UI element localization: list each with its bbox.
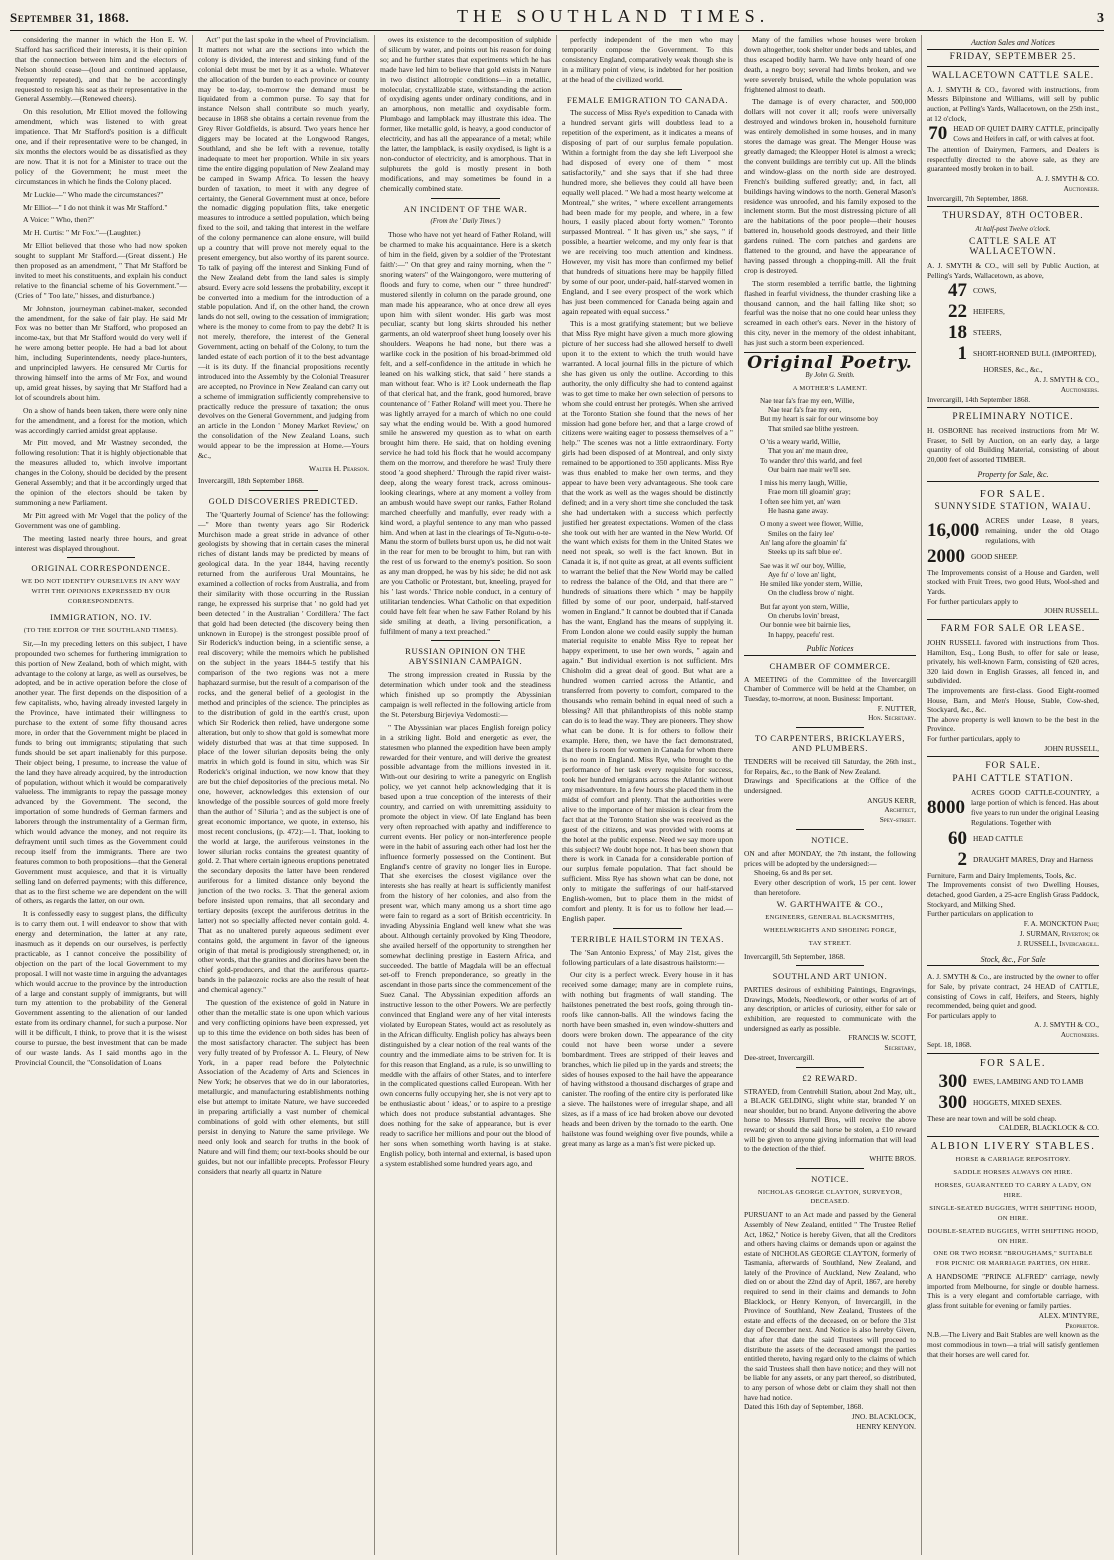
column-6: [922, 35, 1104, 1555]
poem-line: To wander thro' this warld, and feel: [760, 456, 862, 465]
ad-wallacetown-cattle: [927, 66, 1099, 206]
ad-signatory: J. RUSSELL, Invercargill.: [1017, 938, 1099, 948]
article-subheading: (TO THE EDITOR OF THE SOUTHLAND TIMES).: [23, 626, 179, 634]
ad-signature: [927, 1311, 1099, 1331]
stock-row: [927, 547, 1099, 567]
ad-line: SADDLE HORSES ALWAYS ON HIRE.: [953, 1169, 1073, 1177]
ad-cattle-sale: [927, 206, 1099, 407]
public-notices-label: Public Notices: [744, 644, 916, 656]
poem-stanza: [760, 520, 916, 557]
ad-line: ONE OR TWO HORSE "BROUGHAMS," SUITABLE FOR PICNIC OR MARRIAGE PARTIES, ON HIRE.: [933, 1250, 1093, 1268]
ad-cattle-private: [927, 969, 1099, 1052]
stock-row: [927, 788, 1099, 828]
stock-label: COWS,: [973, 286, 997, 296]
stock-count: 2: [957, 848, 967, 870]
notice-body: PARTIES desirous of exhibiting Paintings, Engravings, Drawings, Models, Needlework, or other works of art of any description, or articles of curiosity, either for sale or exhibition, are requested to communicate with the undersigned as early as possible.: [744, 985, 916, 1033]
poem-line: That smiled sae blithe yestreen.: [768, 424, 859, 433]
paragraph: On a show of hands been taken, there were only nine for the amendment, and a forest for the motion, which was accordingly carried amidst great applause.: [15, 405, 187, 435]
stock-row: [927, 124, 1099, 144]
ad-body: Further particulars on application to: [927, 909, 1034, 919]
column-3: [375, 35, 557, 1555]
notice-date: Invercargill, 5th September, 1868.: [744, 951, 845, 961]
notice-signature: [744, 796, 916, 826]
divider: [613, 928, 681, 929]
ad-body: N.B.—The Livery and Bait Stables are well known as the most commodious in town—a trial will satisfy gentlemen that their horses are well cared for.: [927, 1330, 1099, 1359]
ad-title: WALLACETOWN CATTLE SALE.: [931, 70, 1095, 81]
stock-count: 18: [948, 322, 967, 344]
notice-subheading: NICHOLAS GEORGE CLAYTON, SURVEYOR, DECEASED.: [757, 1188, 903, 1206]
ad-body: A HANDSOME "PRINCE ALFRED" carriage, newly imported from Melbourne, for single or double harness. This is a very elegant and comfortable carriage, with glass front suitable for evening or family parties.: [927, 1272, 1099, 1310]
stock-label: HEIFERS,: [973, 307, 1005, 317]
paragraph: The success of Miss Rye's expedition to Canada with a hundred servant girls will doubtless lead to a repetition of the experiment, as it indicates a means of disposing of part of our surplus female population. Within a fortnight from the day she left Liverpool she had disposed of every one of them " most satisfactorily," and she says that if she had three hundred more, she believes they could all have been equally well placed. " We had a most hearty welcome at Montreal," she writes, " where excellent arrangements had been made for my people, and where, in a few hours, I easily placed about forty women." Toronto surpassed Montreal. " It has given us," she says, " if possible, a heartier welcome, and my only fear is that we are receiving too much attention and kindness. However, my visit has more than confirmed my belief that hundreds of situations here may be happily filled by some of our poor, under-paid, half-starved women in England, and I see every prospect of the work which has just been commenced for Canada being again and again repeated with equal success.": [562, 108, 733, 316]
stock-label: HOGGETS, MIXED SEXES.: [973, 1097, 1062, 1107]
paragraph: The meeting lasted nearly three hours, and great interest was displayed throughout.: [15, 533, 187, 553]
ad-signature: [927, 174, 1099, 194]
stock-label: HEAD OF QUIET DAIRY CATTLE, principally Cows and Heifers in calf, or with calves at foot.: [953, 124, 1099, 144]
ad-body: A. J. SMYTH & CO., favored with instructions, from Messrs Bilpinstone and Williams, will sell by public auction, at Pelling's Yards, Wallacetown, on the 25th inst., at 12 o'clock,: [927, 84, 1099, 123]
poem-stanza: [760, 603, 916, 640]
sale-date-heading: FRIDAY, SEPTEMBER 25.: [949, 51, 1077, 62]
paragraph: Mr Elliot believed that those who had now spoken sought to supplant Mr Stafford.—(Great dissent.) He then proposed as an amendment, " That Mr Stafford be invited to meet his constituents, and explain his conduct relative to the financial scheme of his Government."—(Cries of " Too late," hisses, and disturbance.): [15, 241, 187, 300]
notice-body: PURSUANT to an Act made and passed by the General Assembly of New Zealand, entitled " The Trustee Relief Act, 1862," Notice is hereby Given, that all the Creditors and others having claims or demands upon or against the estate of NICHOLAS GEORGE CLAYTON, formerly of Tasmania, afterwards of Southland, New Zealand, and lately of the Province of Auckland, New Zealand, who died on or about the 22nd day of April, 1867, are hereby required to send in their claims and demands to John Blacklock, or Henry Kenyon, of Invercargill, in the Province of Southland, New Zealand, Trustees of the estate and effects of the deceased, on or before the 31st day of December next. And Notice is also hereby Given, that after that date the said Trustees will proceed to distribute the assets of the deceased amongst the parties entitled thereto, having regard only to the claims of which the said Trustees shall then have notice; and they will not be liable for any assets, or any part thereof, so distributed, to any person of whose debt or claim they shall not then have had notice.: [744, 1210, 916, 1402]
article-heading-hailstorm: TERRIBLE HAILSTORM IN TEXAS.: [570, 933, 725, 944]
stock-count: 300: [938, 1091, 967, 1113]
ad-body: These are near town and will be sold cheap.: [927, 1113, 1057, 1123]
auctioneer-name: A. J. SMYTH & CO.,: [1034, 374, 1099, 384]
paragraph: The 'San Antonio Express,' of May 21st, gives the following particulars of a late disastrous hailstorm:—: [562, 947, 733, 967]
stock-count: 47: [948, 280, 967, 302]
notice-body: STRAYED, from Centrehill Station, about 2nd May, ult., a BLACK GELDING, slight white star, branded Y on near shoulder, but no brand. Anyone delivering the above horse to Messrs Hurrell Bros, will receive the above reward; or should the said horse be stolen, a £10 reward will be given to anyone giving information that will lead to the detection of the thief.: [744, 1086, 916, 1154]
divider: [796, 965, 865, 966]
article-heading-russian: RUSSIAN OPINION ON THE ABYSSINIAN CAMPAIGN.: [405, 646, 526, 667]
business-address: TAY STREET.: [808, 939, 852, 947]
poem-line: But far ayont yon stern, Willie,: [760, 602, 850, 611]
auctioneer-title: Auctioneers.: [1060, 1030, 1099, 1040]
notice-heading-reward: £2 REWARD.: [802, 1072, 858, 1083]
poem-line: I miss his merry laugh, Willie,: [760, 479, 848, 488]
ad-title: PRELIMINARY NOTICE.: [952, 412, 1074, 423]
ad-body: The improvements are first-class. Good Eight-roomed House, Barn, and Men's House, Stable, Cow-shed, Stockyard, &c., &c.: [927, 685, 1099, 715]
ad-line: HORSE & CARRIAGE REPOSITORY.: [955, 1156, 1071, 1164]
poem-line: Nae tear fa's frae my een, Willie,: [760, 396, 855, 405]
newspaper-title: THE SOUTHLAND TIMES.: [457, 6, 770, 26]
business-trade: ENGINEERS, GENERAL BLACKSMITHS,: [765, 914, 895, 922]
poem-line: Sae was it wi' our boy, Willie,: [760, 561, 846, 570]
stock-label: EWES, LAMBING AND TO LAMB: [973, 1076, 1084, 1086]
section-heading-correspondence: ORIGINAL CORRESPONDENCE.: [31, 563, 171, 574]
paragraph: A Voice: " Who, then?": [23, 215, 94, 225]
poem-stanza: [760, 479, 916, 516]
ad-line: HORSES, GUARANTEED TO CARRY A LADY, ON HIRE.: [934, 1181, 1092, 1199]
ad-albion-stables: [927, 1136, 1099, 1362]
notice-heading-chamber: CHAMBER OF COMMERCE.: [769, 660, 891, 671]
paragraph: This is a most gratifying statement; but we believe that Miss Rye might have given a much more glowing picture of her success had she allowed herself to dwell upon it to the extent to which the truth would have warranted. A local journal fills in the picture of which she has given us only the outline. According to this authority, the only difficulty she had to contend against was to get time to make her own selection of persons to whom she could entrust her protegés. When she arrived at the Toronto Station she found that the news of her mission had gone before her, and that a large crowd of citizens were waiting eager to possess themselves of a " help." The scenes was not a little extraordinary. Forty girls had been disposed of at Montreal, and only sixty remained to be apportioned to 350 applicants. Miss Rye was thus enabled to make her own terms, and they appear to have been very advantageous. She took care that the work as well as the wages should be distinctly defined; and in a very short time she concluded the task she had undertaken with a success which perfectly justified her greatest expectations. Women of the class she took out with her are wanted in the New World. Of the want which exists for them in the United States we need not speak, so well is the fact known. But in Canada it is, if not quite as great, at all events sufficient to warrant the belief that the New World may be called to redress the balance of the Old, and that there are " hundreds of situations there which " may be happily filled by some of our poor, underpaid, half-starved women in England." It cannot be doubted that if Canada has the want, England has the means of supplying it. From London alone we could easily supply the human material requisite to enable Miss Rye to repeat her happy experiment, to use her own words, " again and again." But individual exertion is not sufficient. Mrs Chisholm did a great deal of good. But what are a hundred women carried across the Atlantic, and transferred from poverty to comfort, compared to the thousands who remain behind in equal need of such a blessing? All that philanthropists of this noble stamp can do is to lead the way. They are pioneers. They show what can be done. It is for others to follow their example. Here, then, we have the fact demonstrated, that there is room for women in Canada for whom there is no room in England. Miss Rye, who brought to the performance of her task every requisite for success, took her hundred emigrants across the Atlantic without any misadventure. In a few hours she placed them in the midst of comfort and plenty. That the authorities were alive to the importance of her mission is clear from the fact that at the Toronto Station she was received as the guest of the citizens, and was provided with rooms at the hotel at the public expense. Need we say more upon this subject? We doubt hope not. It has been shown that there is work in Canada for a considerable portion of our surplus female population. That fact should be sufficient. Miss Rye has shown what can be done, not only to mitigate the sufferings of our half-starved English-women, but to place them in the midst of comfort and plenty. It is for us to follow her lead.—English paper.: [562, 319, 734, 923]
ad-title: FOR SALE.: [985, 761, 1041, 772]
ad-body: The Improvements consist of a House and Garden, well stocked with Fruit Trees, two good Huts, Wool-shed and Yards.: [927, 567, 1099, 596]
ad-signatory: JOHN RUSSELL,: [1044, 743, 1099, 753]
stock-label: GOOD SHEEP.: [971, 551, 1018, 561]
notice-body: Drawings and Specifications at the Office of the undersigned.: [744, 776, 916, 795]
notice-heading-carpenters: TO CARPENTERS, BRICKLAYERS, AND PLUMBERS.: [755, 733, 905, 754]
poem-line: In happy, peacefu' rest.: [768, 630, 835, 639]
article-heading-incident: AN INCIDENT OF THE WAR.: [403, 203, 528, 214]
auctioneer-title: Auctioneers.: [1060, 384, 1099, 394]
divider: [249, 490, 317, 491]
poem-author: By John G. Smith.: [805, 372, 855, 379]
poem-line: Steeks up its saft blue ee'.: [768, 548, 842, 557]
stock-row: [927, 344, 1099, 364]
paragraph: Mr Luckie—" Who made the circumstances?": [23, 189, 164, 199]
sale-date-heading: THURSDAY, 8TH OCTOBER.: [942, 211, 1084, 222]
notice-item: Every other description of work, 15 per cent. lower than heretofore.: [754, 877, 916, 897]
auctioneer-name: A. J. SMYTH & CO.: [1035, 173, 1099, 183]
stock-row: [927, 323, 1099, 343]
poem-stanza: [760, 397, 916, 434]
article-source: (From the ' Daily Times.'): [430, 218, 501, 226]
auctioneer-title: Auctioneer.: [1063, 183, 1099, 193]
notice-date: Dated this 16th day of September, 1868.: [744, 1402, 864, 1412]
letter-signature: Walter H. Pearson.: [308, 463, 369, 473]
poem-line: O 'tis a weary warld, Willie,: [760, 438, 841, 446]
poem-title: A MOTHER'S LAMENT.: [792, 384, 868, 392]
ad-signatory: CALDER, BLACKLOCK & CO.: [999, 1123, 1099, 1133]
business-name: W. GARTHWAITE & CO.,: [776, 899, 884, 910]
stock-row: [927, 516, 1099, 546]
poem-line: Our bonnie wee bit bairnie lies,: [760, 621, 851, 630]
stock-row: [927, 1072, 1099, 1092]
poem-line: Frae morn till gloamin' gray;: [768, 488, 851, 497]
ad-signature: [927, 375, 1099, 395]
divider: [67, 557, 136, 558]
ad-body: HORSES, &c., &c.,: [983, 365, 1043, 375]
ad-body: For particulars apply to: [927, 1010, 997, 1020]
stock-row: [927, 850, 1099, 870]
proprietor-title: Proprietor.: [1065, 1320, 1099, 1330]
stock-label: STEERS,: [973, 328, 1002, 338]
ad-date: Invercargill, 7th September, 1868.: [927, 193, 1028, 203]
poem-line: O mony a sweet wee flower, Willie,: [760, 520, 864, 529]
paragraph: owes its existence to the decomposition of sulphide of silicum by water, and points out his reason for doing so; and he further states that experiments which he has made have led him to believe that gold exists in Nature in two distinct allotropic conditions—in a metallic, molecular, crystallizable state, withstanding the action of oxydising agents under ordinary conditions, and in an amorphous, non metallic and oxydisable form. Plumbago and lampblack may illustrate this idea. The former, like metallic gold, is heavy, a good conductor of electricity, and has all the appearance of a metal; while the latter, the lampblack, is easily oxydised, is light is a non-conductor of electricity, and is amorphous. That in sulphurets the gold is mostly present in both modifications, and may sometimes be found in a chemically combined state.: [380, 35, 551, 193]
editor-disclaimer: WE DO NOT IDENTIFY OURSELVES IN ANY WAY WITH THE OPINIONS EXPRESSED BY OUR CORRESPONDENTS.: [21, 578, 181, 606]
paragraph: Many of the families whose houses were broken down altogether, took shelter under beds and tables, and thus escaped bodily harm. We have only heard of one death, a negro boy; several had limbs broken, and we were severely bruised, while the whole population was frightened almost to death.: [744, 35, 916, 94]
notice-address: Dee-street, Invercargill.: [744, 1053, 815, 1063]
paragraph: It is confessedly easy to suggest plans, the difficulty is to carry them out. I will endeavor to show that with energy and determination, the latter at any rate, inasmuch as it depends on our ourselves, is perfectly practicable, as I cannot conceive the possibility of objection on the part of the local Government to my proposal. I will not waste time in arguing the advantages which would accrue to the province by the introduction of a large and constant supply of immigrants, but will turn my attention to the probability of the General Government assenting to the alienation of our landed estate from its ordinary channel, for such a purpose. Nor will it be difficult, I think, to prove that it is the wisest course to pursue, the best investment that can be made of our waste lands. As I said months ago in the Provincial Council, the "Consolidation of Loans: [15, 909, 187, 1067]
issue-date: September 31, 1868.: [10, 10, 130, 25]
stock-label: HEAD CATTLE: [973, 833, 1023, 843]
ad-signatory: J. SURMAN, Riverton; or: [1019, 928, 1099, 938]
notice-signatory: F. NUTTER,: [877, 703, 916, 713]
poem-line: He hasna gane away.: [768, 507, 829, 516]
paragraph: considering the manner in which the Hon E. W. Stafford has sacrificed their interests, it is their opinion that the connection between him and the electors of Nelson should cease—(loud and continued applause, frequently repeated), and that he be accordingly requested to resign his seat as their representative in the General Assembly.—(Renewed cheers).: [15, 35, 187, 104]
divider: [796, 829, 865, 830]
ad-signature: [927, 1020, 1099, 1040]
article-heading-immigration: IMMIGRATION, NO. IV.: [50, 612, 152, 623]
stock-count: 22: [948, 301, 967, 323]
letter-dateline: Invercargill, 18th September 1868.: [198, 475, 304, 485]
stock-section-label: Stock, &c., For Sale: [927, 955, 1099, 967]
poem-line: Smiles on the fairy lee': [768, 529, 834, 538]
notice-signatory: JNO. BLACKLOCK,: [851, 1411, 916, 1421]
notice-signatory: HENRY KENYON.: [856, 1421, 916, 1431]
poem-line: Aye fu' o' love an' light,: [768, 570, 836, 579]
notice-signature: [744, 1412, 916, 1432]
ad-body: The attention of Dairymen, Farmers, and Dealers is respectfully directed to the above sale, as they are guaranteed mostly broken in to bail.: [927, 145, 1099, 174]
stock-row: [927, 302, 1099, 322]
nelson-meeting-article: [15, 35, 187, 553]
ad-title: FOR SALE.: [979, 1057, 1047, 1069]
divider: [796, 1168, 865, 1169]
stock-count: 300: [938, 1070, 967, 1092]
notice-body: TENDERS will be received till Saturday, the 26th inst., for Repairs, &c., to the Bank of New Zealand.: [744, 757, 916, 776]
ad-sunnyside-station: [927, 485, 1099, 619]
ad-body: For further particulars apply to: [927, 596, 1019, 606]
stock-count: 1: [957, 343, 967, 365]
sale-time: At half-past Twelve o'clock.: [975, 226, 1051, 234]
article-heading-emigration: FEMALE EMIGRATION TO CANADA.: [566, 94, 729, 105]
notice-signatory-title: Hon. Secretary.: [868, 713, 916, 723]
stock-count: 2000: [927, 545, 965, 567]
paragraph: Mr Pitt agreed with Mr Vogel that the policy of the Government was one of gambling.: [15, 510, 187, 530]
ad-line: SINGLE-SEATED BUGGIES, WITH SHIFTING HOOD, ON HIRE.: [929, 1204, 1097, 1222]
stock-row: [927, 281, 1099, 301]
ad-signatory: JOHN RUSSELL.: [1044, 606, 1099, 616]
poem-line: I often see him yet, an' wæn: [760, 497, 841, 506]
ad-signatory: F. A. MONCKTON Pahi;: [1023, 918, 1099, 928]
paragraph: The damage is of every character, and 500,000 dollars will not cover it all; roofs were universally destroyed and windows broken in, household furniture was entirely demolished in some houses, and in many stores the damage was great. The Menger House was greatly damaged; the Kleopper Hotel is almost a wreck; the convent buildings are terribly cut up. All the blinds and window-glass on the north side are destroyed. French's building suffered greatly; and, in fact, all buildings having windows to the north. General Mason's residence was unroofed, and his family exposed to the inclement storm. But the most distressing picture of all are the habitations of the poor people—their houses battered in, household goods destroyed, and their little gardens ruined. The corn patches and gardens are flattened to the ground, and have the appearance of having passed through a chopping-mill. All the fruit crop is destroyed.: [744, 97, 916, 275]
notice-body: A MEETING of the Committee of the Invercargill Chamber of Commerce will be held at the Chamber, on Tuesday, to-morrow, at noon. Business: Important.: [744, 674, 916, 703]
poem-stanza: [760, 562, 916, 599]
paragraph: Mr H. Curtis: " Mr Fox."—(Laughter.): [23, 228, 141, 238]
paragraph: The 'Quarterly Journal of Science' has the following:—" More than twenty years ago Sir Roderick Murchison made a great stride in advance of other geologists by showing that in certain cases the mineral riches of distant lands may be predicted by means of geological data. In the year 1844, having recently returned from the auriferous Ural Mountains, he examined a collection of rocks from Australia, and from their similarity with those occurring in the Russian range, he expressed his surprise that ' no gold had yet been detected ' in the Australian ' Cordillera.' The fact that gold had been detected (the discovery being then unknown in Europe) is the strongest possible proof of Sir Roderick's induction being, in a scientific sense, a real discovery; while the memoirs which he published on the subject in the years 1844-5 testify that his comparison of the two regions was not a mere haphazard surmise, but the result of a comparison of the rocks, and the general belief of a geologist in the method and principles of the science. The principles as to the distribution of gold in the earth's crust, upon which Sir Roderick then relied, have undergone some alteration, but only to show that gold is somewhat more widely disturbed that was at that time supposed. In place of the lower silurian deposits being the only matrix in which gold is found in situ, which was Sir Roderick's original induction, we now know that they are but the chief depositories of the precious metal. No one, however, acknowledges this extension of our knowledge of the possible sources of gold more freely than the author of ' Siluria '; and as the subject is one of great economic importance, we quote, in extenso, his most recent conclusions, (p. 472):—1. That, looking to the world at large, the auriferous veinstones in the lower silurian rocks contains the greatest quantity of gold. 2. That where certain igneous eruptions penetrated the secondary deposits the latter have been rendered auriferous for a limited distance only beyond the junction of the two rocks. 3. That the general axiom before insisted upon remains, that all secondary and tertiary deposits (except the auriferous detritus in the latter) not so specially affected never contain gold. 4. That as no unaltered purely aqueous sediment ever contains gold, the argument in favor of the igneous origin of that metal is prodigiously strengthened; or, in other words, that the granites and diorites have been the chief gold-producers, and that the auriferous quartz-bands in the palæozoic rocks are also the result of heat and chemical agency.": [198, 509, 369, 995]
column-4: [557, 35, 739, 1555]
poem: [744, 397, 916, 640]
paragraph: Mr Elliot—" I do not think it was Mr Stafford.": [23, 202, 168, 212]
ad-pahi-station: [927, 756, 1099, 951]
acreage-count: 16,000: [927, 519, 980, 541]
poem-line: Our bairn nae mair we'll see.: [768, 465, 851, 474]
notice-signatory: WHITE BROS.: [869, 1153, 916, 1163]
stock-row: [927, 1093, 1099, 1113]
ad-body: Furniture, Farm and Dairy Implements, Tools, &c.: [927, 870, 1077, 880]
notice-heading: NOTICE.: [811, 835, 849, 846]
divider: [796, 1067, 865, 1068]
ad-body: H. OSBORNE has received instructions from Mr W. Fraser, to Sell by Auction, on an early day, a large quantity of old Building Material, consisting of about 20,000 feet of assorted TIMBER.: [927, 426, 1099, 464]
notice-signatory: FRANCIS W. SCOTT,: [848, 1033, 916, 1043]
stock-label: SHORT-HORNED BULL (IMPORTED),: [973, 349, 1097, 359]
poem-line: An' lang afore the gloamin' fa': [760, 538, 847, 547]
notice-body: ON and after MONDAY, the 7th instant, the following prices will be adopted by the undersigned:—: [744, 849, 916, 868]
auction-section-label: Auction Sales and Notices: [927, 38, 1099, 50]
poem-line: He smiled like yonder stern, Willie,: [760, 580, 863, 589]
business-trade: WHEELWRIGHTS AND SHOEING FORGE,: [763, 926, 897, 934]
acreage-label: ACRES under Lease, 8 years, remaining, under the old Otago regulations, with: [985, 516, 1099, 545]
divider: [796, 727, 865, 728]
ad-body: The above property is well known to be the best in the Province.: [927, 714, 1099, 734]
ad-body: JOHN RUSSELL favored with instructions from Thos. Hamilton, Esq., Long Bush, to offer for sale or lease, privately, his well-known Farm, consisting of 620 acres, 320 laid down in English Grasses, all fenced in, and subdivided.: [927, 638, 1099, 686]
column-5: [739, 35, 922, 1555]
stock-count: 70: [928, 123, 948, 145]
divider: [613, 89, 681, 90]
notice-heading-art-union: SOUTHLAND ART UNION.: [772, 971, 888, 982]
stock-count: 60: [948, 827, 967, 849]
ad-title: SUNNYSIDE STATION, WAIAU.: [934, 502, 1092, 513]
notice-address: Spey-street.: [879, 815, 916, 825]
notice-signatory-title: Secretary,: [884, 1043, 916, 1053]
column-1: [10, 35, 193, 1555]
property-section-label: Property for Sale, &c.: [927, 470, 1099, 482]
stock-row: [927, 829, 1099, 849]
ad-title: PAHI CATTLE STATION.: [952, 774, 1074, 785]
poem-line: Nae tear fa's frae my een,: [768, 406, 842, 415]
paragraph: The storm resembled a terrific battle, the lightning flashed in fearful vividness, the thunder crashing like a thousand cannon, and the hail falling like shot; so fearful was the noise that no one could hear unless they screamed in each other's ears. Never in the history of this city, never in the memory of the oldest inhabitant, has just such a storm been experienced.: [744, 278, 916, 348]
poetry-section-heading: Original Poetry.: [747, 353, 913, 374]
notice-item: Shoeing, 6s and 8s per set.: [754, 868, 833, 878]
divider: [431, 640, 499, 641]
ad-date: Invercargill, 14th September 1868.: [927, 394, 1031, 404]
ad-preliminary-notice: [927, 407, 1099, 467]
paragraph: perfectly independent of the men who may temporarily compose the Government. To this consistency England, comparatively weak though she is in a military point of view, is indebted for her position at the head of the civilized world.: [562, 35, 733, 84]
column-2: [193, 35, 375, 1555]
paragraph: The strong impression created in Russia by the determination which under took and the steadiness which finished up so promptly the Abyssinian campaign is well reflected in the following article from the St. Petersburg Birjeviya Vedomosti:—: [380, 670, 551, 719]
ad-title: FARM FOR SALE OR LEASE.: [940, 624, 1086, 635]
ad-farm: [927, 619, 1099, 756]
notice-signature: [744, 1033, 916, 1053]
page-number: 3: [1096, 11, 1104, 26]
acreage-label: ACRES GOOD CATTLE-COUNTRY, a large portion of which is fenced. Has about five years to run under the original Leasing Regulations. Together with: [971, 788, 1099, 827]
ad-title: CATTLE SALE AT WALLACETOWN.: [969, 237, 1057, 257]
article-heading-gold: GOLD DISCOVERIES PREDICTED.: [208, 495, 359, 506]
paragraph: Our city is a perfect wreck. Every house in it has received some damage; many are in complete ruins, with nothing but fragments of wall standing. The hailstones penetrated the best roofs, going through tin-roofs like cannon-balls. All the windows facing the north have been smashed in, even window-shutters and doors were broken down. The appearance of the city could not have been worse under a severe bombardment. Trees are stripped of their leaves and branches, which lie piled up in the yards and streets; the sides of houses exposed to the hail have the appearance of having withstood a thousand discharges of grape and canister. The roofing of the entire city is perforated like a sieve. The hailstones were of irregular shape, and all sizes, as if a mass of ice had broken above our devoted heads and been driven by the tornado to the earth. One hailstone was found weighing over five pounds, while a great many as large as a man's fist were picked up.: [562, 970, 733, 1148]
paragraph: " The Abyssinian war places English foreign policy in a striking light. Bold and energetic as ever, the statesmen who planned the expedition have been amply rewarded for their venture, and will derive the greatest possible advantage from the millions invested in it. With-out our desiring to write a panegyric on English policy, we yet cannot help acknowledging that it is based upon a true conception of the interests of their country, and carried on with unremitting assiduity to promote the object in view. Of late England has been very often reproached with apathy and indifference to current events. Her policy or non-interference people were in the habit of assuring each other had lost her the influence formerly possessed on the Continent. But England's centre of gravity no longer lies in Europe. That she exercises the closest vigilance over the interests she has really at heart is sufficiently manifest from the history of her colonies, and also from the present war, which many among us a short time ago were fain to regard as a sort of British eccentricity. In invading Abyssinia England well knew what she was about. Although certainly provoked by King Theodore, she availed herself of the opportunity to strengthen her somewhat declining prestige in Eastern Africa, and succeeded. The battle of Magdala will be an effectual set-off to French preponderance, so greatly in the ascendant in those parts since the commencement of the Suez Canal. The Abyssinian expedition affords an instructive lesson to the other Powers. We are perfectly convinced that England were any of her vital interests violated by European States, would act as resolutely as in the African difficulty. English policy has always been distinguished by a clear notion of the real wants of the country and the immediate aims to be striven for. It is for this reason that England, as a rule, is so unwilling to meddle with the affairs of other States, and to interfere in the complicated questions called European. With her own concerns fully occupying her, she is not very apt to be enthusiastic about ' ideas,' or to aspire to a prestige which does not produce substantial advantages. She does nothing for the sake of appearance, but is ever ready to sacrifice her millions and pour out the blood of her sons when something worth having is at stake. English policy, both internal and external, is based upon a system established some hundred years ago, and: [380, 722, 551, 1168]
ad-body: A. J. SMYTH & Co., are instructed by the owner to offer for Sale, by private contract, 24 HEAD of CATTLE, consisting of Cows in calf, Heifers, and Steers, highly recommended, being quiet and good.: [927, 972, 1099, 1011]
notice-heading: NOTICE.: [811, 1173, 849, 1184]
notice-signatory: ANGUS KERR,: [867, 795, 916, 805]
ad-date: Sept. 18, 1868.: [927, 1040, 972, 1050]
ad-signature: [927, 919, 1099, 949]
ad-sheep: [927, 1053, 1099, 1136]
stock-label: DRAUGHT MARES, Dray and Harness: [973, 854, 1093, 864]
notice-signatory-title: Architect,: [884, 805, 916, 815]
paragraph: On this resolution, Mr Elliot moved the following amendment, which was listened to with great impatience. That Mr Stafford's position is a difficult one, and if their representative were to be changed, in six months the electors would be as dissatisfied as they are now. That it is not for a Minister to trace out the policy of the Government; he must meet the circumstances in which he finds the Colony placed.: [15, 107, 187, 186]
paragraph: Act" put the last spoke in the wheel of Provincialism. It matters not what are the sections into which the colony is divided, the interest and sinking fund of the colonial debt must be met by it as a whole. Whatever the allocation of the burden to each province or county may be to-day, to-morrow the demand must be liquidated from a common purse. To say that for instance Nelson shall contribute so much yearly, because in 1868 she obtains a certain revenue from the Grey River Goldfields, is absurd. Two years hence her diggers may be located at the Longwood Ranges, Southland, and she be left with a revenue, totally inadequate to meet her proportion. While in six years time the entire digging population of New Zealand may be camped in Swamp Africa. To lessen the heavy burden of taxation, to meet it with any degree of certainty, the General Government must at once, before the nomadic digging population flits, take energetic measures to introduce a settled population, which being fixed to the soil, and taking that interest in the welfare of the colony permanence can alone ensure, will build up a country that will prove not merely equal to the present emergency, but also worthy of its parent source. To talk of paying off the interest and Sinking Fund of the New Zealand debt from the land sales is simply absurd. Every acre sold lessens the probability, except it be converted into a medium for the introduction of a stable population. And if, on the other hand, the crown lands do not sell, owing to the cessation of immigration; where is the money to come from to pay the debt? It is not merely, therefore, the interest of the General Government, acting on behalf of the Colony, to turn the landed estate of each portion of it to the best advantage—it is its duty. If the financial propositions recently introduced into the Assembly by the Colonial Treasurer are accepted, no Province in New Zealand can carry out a scheme of immigration sufficiently comprehensive to practically reduce the pressure of taxation; the onus devolves on the General Government, and judging from an article in the London ' Money Market Review,' on the consolidation of the New Zealand Loans, such would appear to be the impression at Home.—Yours &c.,: [198, 35, 369, 461]
paragraph: Sir,—In my preceding letters on this subject, I have propounded two schemes for furthering immigration to this portion of New Zealand, both of which might, with advantage to the colony at large, as well as ourselves, be adopted, and be in active operation before the close of another year. The first depends on the disposition of a few capitalists, who, having already invested largely in the Province, have intimated their willingness to purchase to the extent of some fifty thousand acres more, in order that the Government might be placed in funds to bring out immigrants; stipulating that such funds should be set apart inalienably for this purpose. Their object being, I presume, to increase the value of the land they have already acquired, by the introduction of population, without which it would be comparatively valueless. The immigrants to repay the passage money advanced by the Government. The second, the importation of some hundreds of German farmers and laborers through the instrumentality of a German firm, which would advance the money, and not require its defrayment until such times as the Government could recoup itself from the immigrants. There are two features common to both propositions—that the General Government must acquiesce, and that it is virtually selling land on deferred payments; with this difference, that as to the first scheme we are dependent on the will of others, as regards the latter, on our own.: [15, 638, 187, 906]
ad-body: A. J. SMYTH & CO., will sell by Public Auction, at Pelling's Yards, Wallacetown, as above,: [927, 260, 1099, 280]
masthead: [10, 6, 1104, 31]
acreage-count: 8000: [927, 797, 965, 819]
poem-line: But my heart is sair for our winsome boy: [760, 415, 879, 424]
auctioneer-name: A. J. SMYTH & CO.,: [1034, 1020, 1099, 1030]
paragraph: Mr Pitt moved, and Mr Wastney seconded, the following resolution: That it is highly objectionable that the measures alluded to, which involve important changes in the Colony, should be decided by the present General Assembly; and that it be accordingly urged that the opinion of the electors should be taken by summoning a new Parliament.: [15, 438, 187, 507]
notice-signature: [744, 704, 916, 724]
ad-line: DOUBLE-SEATED BUGGIES, WITH SHIFTING HOOD, ON HIRE.: [927, 1227, 1099, 1245]
proprietor-name: ALEX. M'INTYRE,: [1038, 1310, 1099, 1320]
ad-body: For further particulars, apply to: [927, 733, 1020, 743]
ad-body: The Improvements consist of two Dwelling Houses, detached, good Garden, a 25-acre English Grass Paddock, Stockyard, and Milking Shed.: [927, 880, 1099, 909]
paragraph: The question of the existence of gold in Nature in other than the metallic state is one upon which various and very conflicting opinions have been expressed, yet up to this time the evidence on both sides has been of the most satisfactory character. The subject has been very fully treated of by Professor A. L. Fleury, of New York, in a paper read before the Polytechnic Association of the Academy of Arts and Sciences in New York; he observes that we do in our laboratories, metallurgic, and manufacturing establishments nothing else but attempt to imitate Nature, we have succeeded in preparing artificially a vast number of chemical combinations of gold with other elements, but still persist in denying to Nature the same privilege. We need only look and search for truths in the book of Nature and will find them; our text-books should be our guides, but not our infallible precepts. Professor Fleury considers that nearly all quartz in Nature: [198, 998, 369, 1176]
paragraph: Those who have not yet heard of Father Roland, will be charmed to make his acquaintance. Here is a sketch of him in the field, given by a soldier of the 'Protestant faith':—" On that grey and rainy morning, when the " snoring waters" of the Waingongoro, were muttering of floods and fury to come, when our " three hundred" mustered silently in column on the parade ground, one man made his appearance, who at once drew all eyes upon him with silent wonder. His garb was most peculiar, scanty but long skirts shrouded his nether garments, an old waterproof sheet hung loosely over his shoulders. Weapons he had none, but there was a warlike cock in the position of his broad-brimmed old felt, and a self-confidence in the attitude in which he leaned on his walking stick, that said ' here stands a man without fear. Who is it? Look underneath the flap of that clerical hat, and the frank, good humored, brave countenance of ' Father Roland' will meet you. There he was lightly arrayed for a march of which no one could say what the ending would be. With a good humored smile he answered my question as to what on earth brought him there. He said, that on holding evening service he had told his flock that he would accompany them on the morrow, and therefore he was! Truly there stood 'a good shepherd.' Through the rapid river waist-deep, along the weary forest track, across ominous-looking clearings, where at any moment a volley from an ambush would have swept our ranks, Father Roland marched cheerfully and manfully, ever ready with a kind word, a playful sentence to any man who passed him. And when at last in the clearings of Te-Ngutu-o-te-Manu the storm of bullets burst upon us, he did not wait in the rear for men to be brought to him, but ran with the rest of us forward to the enemy's position. So soon as any man dropped, he was by his side; he did not ask are you Catholic or Protestant, but, kneeling, prayed for his ' last words.' Thrice noble conduct, in a century of utilitarian tendencies. What Catholic on that expedition could have felt fear when he saw Father Roland by his side smiling at death, a living personification, a fulfilment of many a text preached.": [380, 230, 551, 636]
columns: [10, 35, 1104, 1555]
ad-title: FOR SALE.: [979, 489, 1047, 501]
paragraph: Mr Johnston, journeyman cabinet-maker, seconded the amendment, for the sake of fair play. He said Mr Fox was no better than Mr Stafford, who proposed an income-tax, but that Mr Stafford would do very well if he were among better people. He had a bad lot about him, including Superintendents, needy place-hunters, and unprincipled lawyers. He censured Mr Curtis for throwing himself into the arms of Mr Fox, and wound up, amid great hisses, by saying that Mr Stafford had a lot of scoundrels about him.: [15, 303, 187, 402]
divider: [431, 198, 499, 199]
poem-stanza: [760, 438, 916, 475]
poem-line: On the cludless brow o' night.: [768, 589, 854, 598]
poem-line: On cherubs lovin' breast,: [768, 612, 840, 621]
ad-title: ALBION LIVERY STABLES.: [930, 1141, 1096, 1153]
poem-line: That you an' me maun dree,: [768, 447, 848, 456]
